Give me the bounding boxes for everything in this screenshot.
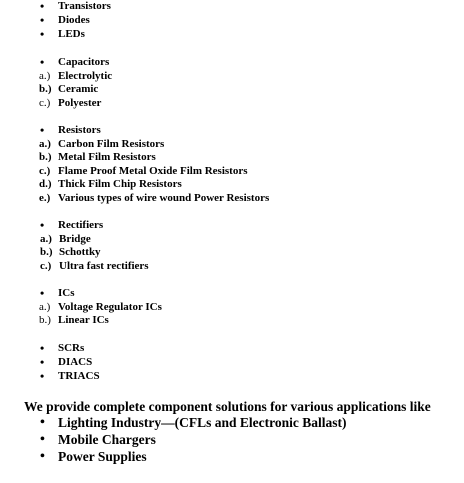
list-item-label: Bridge <box>59 233 91 245</box>
list-marker: e.) <box>39 192 51 204</box>
bullet-icon: • <box>40 369 45 383</box>
bullet-icon: • <box>40 0 45 13</box>
list-marker: a.) <box>39 301 51 313</box>
list-marker: c.) <box>39 165 51 177</box>
list-marker: b.) <box>39 314 51 326</box>
list-marker: d.) <box>39 178 52 190</box>
solutions-intro: We provide complete component solutions for various applications like <box>24 399 431 414</box>
bullet-icon: • <box>40 415 45 430</box>
list-marker: c.) <box>39 97 51 109</box>
list-item-label: Metal Film Resistors <box>58 151 156 163</box>
list-item-label: Polyester <box>58 97 102 109</box>
list-item-label: Transistors <box>58 0 111 12</box>
bullet-icon: • <box>40 432 45 447</box>
section-heading-label: Resistors <box>58 124 101 136</box>
list-item-label: TRIACS <box>58 370 100 382</box>
bullet-icon: • <box>40 55 45 69</box>
list-marker: a.) <box>39 70 51 82</box>
list-marker: c.) <box>40 260 52 272</box>
list-marker: b.) <box>39 83 52 95</box>
list-item-label: Thick Film Chip Resistors <box>58 178 182 190</box>
bullet-icon: • <box>40 286 45 300</box>
bullet-icon: • <box>40 341 45 355</box>
solution-item-label: Mobile Chargers <box>58 432 156 447</box>
list-item-label: Electrolytic <box>58 70 113 82</box>
solution-item-label: Lighting Industry—(CFLs and Electronic Ballast) <box>58 415 347 430</box>
list-item-label: LEDs <box>58 28 85 40</box>
list-item-label: Diodes <box>58 14 90 26</box>
section-heading-label: Capacitors <box>58 56 110 68</box>
list-item-label: Ultra fast rectifiers <box>59 260 149 272</box>
list-item-label: Carbon Film Resistors <box>58 138 165 150</box>
list-item-label: Flame Proof Metal Oxide Film Resistors <box>58 165 248 177</box>
bullet-icon: • <box>40 355 45 369</box>
bullet-icon: • <box>40 27 45 41</box>
list-item-label: Schottky <box>59 246 101 258</box>
list-marker: b.) <box>39 151 52 163</box>
list-item-label: SCRs <box>58 342 85 354</box>
list-item-label: Linear ICs <box>58 314 109 326</box>
section-heading-label: Rectifiers <box>58 219 104 231</box>
list-item-label: Voltage Regulator ICs <box>58 301 162 313</box>
section-heading-label: ICs <box>58 287 75 299</box>
bullet-icon: • <box>40 218 45 232</box>
list-marker: a.) <box>39 138 51 150</box>
list-item-label: DIACS <box>58 356 93 368</box>
bullet-icon: • <box>40 123 45 137</box>
list-item-label: Ceramic <box>58 83 99 95</box>
list-item-label: Various types of wire wound Power Resistors <box>58 192 270 204</box>
list-marker: b.) <box>40 246 53 258</box>
list-marker: a.) <box>40 233 52 245</box>
solution-item-label: Power Supplies <box>58 449 147 464</box>
bullet-icon: • <box>40 449 45 464</box>
bullet-icon: • <box>40 13 45 27</box>
